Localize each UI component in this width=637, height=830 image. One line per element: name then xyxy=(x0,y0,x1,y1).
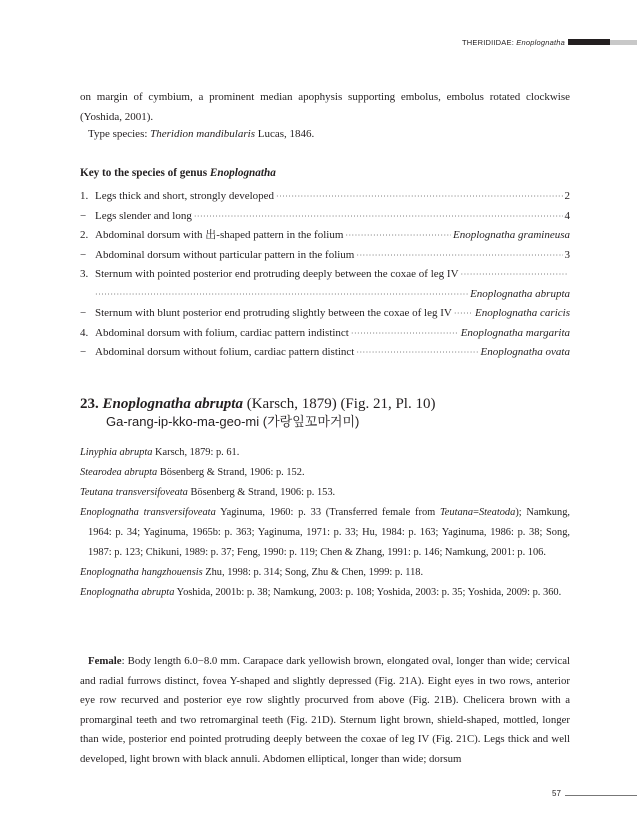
female-text: : Body length 6.0−8.0 mm. Carapace dark yellowish brown, elongated oval, longer than wide; cervical and radial furrows distinct, fovea Y-shaped and slightly depressed (Fig. 21A). Eight eyes in two rows, anterior eye row recurved and posterior eye row slightly procurved from above (Fig. 21B). Chelicera brown with a promarginal teeth and two retromarginal teeth (Fig. 21D). Sternum light brown, shield-shaped, mottled, longer than wide, posterior end pointed protruding deeply between the coxae of leg IV (Fig. 21C). Legs thick and well developed, light brown with black annuli. Abdomen elliptical, longer than wide; dorsum xyxy=(80,655,570,765)
running-header-genus: Enoplognatha xyxy=(516,38,565,47)
species-author: (Karsch, 1879) (Fig. 21, Pl. 10) xyxy=(242,396,436,412)
key-row-text: Abdominal dorsum without folium, cardiac pattern distinct xyxy=(95,346,355,358)
leader-dots xyxy=(461,265,568,285)
synonym-entry xyxy=(80,443,570,463)
key-heading-genus: Enoplognatha xyxy=(209,167,276,179)
synonym-name: Stearodea abrupta xyxy=(80,467,158,478)
female-description xyxy=(80,652,570,769)
synonym-name: Enoplognatha transversifoveata xyxy=(80,507,216,518)
synonym-reference: Yaginuma, 1960: p. 33 (Transferred female from xyxy=(215,507,440,518)
synonym-reference: Yoshida, 2001b: p. 38; Namkung, 2003: p. 108; Yoshida, 2003: p. 35; Yoshida, 2009: p. 360. xyxy=(174,587,562,598)
species-heading xyxy=(80,394,435,414)
synonym-name: Teutana transversifoveata xyxy=(80,487,188,498)
key-row xyxy=(80,342,570,362)
key-row xyxy=(80,186,570,206)
synonym-entry xyxy=(80,463,570,483)
key-row-number: 4. xyxy=(80,326,89,339)
synonym-name: Enoplognatha hangzhouensis xyxy=(80,567,203,578)
vernacular-name: Ga-rang-ip-kko-ma-geo-mi (가랑잎꼬마거미) xyxy=(106,414,360,429)
key-row-number: 3. xyxy=(80,268,89,280)
synonym-reference: Bösenberg & Strand, 1906: p. 153. xyxy=(187,487,336,498)
type-species-author: Lucas, 1846. xyxy=(254,128,315,140)
key-row-number: − xyxy=(80,248,87,261)
synonym-entry xyxy=(80,583,570,603)
key-row-text: Sternum with blunt posterior end protruding slightly between the coxae of leg IV xyxy=(95,307,452,319)
running-header xyxy=(0,37,637,49)
leader-dots xyxy=(356,343,478,363)
key-row-target: Enoplognatha gramineusa xyxy=(452,229,570,241)
synonym-list xyxy=(80,443,570,603)
intro-paragraph: on margin of cymbium, a prominent median apophysis supporting embolus, embolus rotated clockwise (Yoshida, 2001). xyxy=(80,91,570,123)
synonym-reference-continued: ); Namkung, 1964: p. 34; Yaginuma, 1965b: p. 363; Yaginuma, 1971: p. 33; Hu, 1984: p. 163; Yaginuma, 1986: p. 38; Song, 1987: p. 123; Chikuni, 1989: p. 37; Feng, 1990: p. 119; Chen & Zhang, 1991: p. 146; Namkung, 2001: p. 106. xyxy=(88,507,570,558)
key-row-number: − xyxy=(80,209,87,222)
leader-dots xyxy=(356,246,562,266)
header-bar-light xyxy=(610,40,637,45)
key-row xyxy=(80,225,570,245)
key-row xyxy=(80,245,570,265)
type-species-name: Theridion mandibularis xyxy=(150,128,255,140)
type-species xyxy=(88,124,314,144)
species-key xyxy=(80,186,570,362)
key-row-target: Enoplognatha abrupta xyxy=(470,287,570,300)
key-row-text: Sternum with pointed posterior end protruding deeply between the coxae of leg IV xyxy=(95,268,459,280)
synonym-reference: Karsch, 1879: p. 61. xyxy=(152,447,240,458)
running-header-text xyxy=(462,37,565,49)
key-row-target: Enoplognatha ovata xyxy=(480,346,570,358)
species-name: Enoplognatha abrupta xyxy=(102,396,243,412)
key-row xyxy=(80,264,570,284)
synonym-reference: Zhu, 1998: p. 314; Song, Zhu & Chen, 1999: p. 118. xyxy=(202,567,424,578)
key-row xyxy=(80,323,570,343)
header-bar-dark xyxy=(568,39,610,45)
synonym-equals: = xyxy=(473,507,479,518)
key-row-target: 3 xyxy=(564,248,570,261)
key-row-continuation xyxy=(80,284,570,304)
leader-dots xyxy=(351,324,459,344)
key-row-number: 1. xyxy=(80,190,89,202)
page-number: 57 xyxy=(552,789,561,798)
synonym-entry xyxy=(80,483,570,503)
key-row-text: Legs slender and long xyxy=(95,209,192,222)
leader-dots xyxy=(454,304,473,324)
key-row-target: 4 xyxy=(564,209,570,222)
key-heading-prefix: Key to the species of genus xyxy=(80,167,210,179)
species-number: 23. xyxy=(80,396,99,412)
synonym-entry xyxy=(80,563,570,583)
key-row xyxy=(80,206,570,226)
key-row-number: − xyxy=(80,307,87,319)
key-row-text: Abdominal dorsum with 出-shaped pattern in the folium xyxy=(95,229,344,241)
leader-dots xyxy=(194,207,563,227)
key-row xyxy=(80,303,570,323)
female-label: Female xyxy=(88,655,122,667)
key-row-target: 2 xyxy=(564,190,570,202)
key-row-text: Legs thick and short, strongly developed xyxy=(95,190,275,202)
type-species-label: Type species: xyxy=(88,128,151,140)
synonym-name: Linyphia abrupta xyxy=(80,447,153,458)
key-row-text: Abdominal dorsum with folium, cardiac pattern indistinct xyxy=(95,326,349,339)
leader-dots xyxy=(95,285,468,305)
leader-dots xyxy=(276,187,562,207)
key-row-target: Enoplognatha margarita xyxy=(460,326,570,339)
leader-dots xyxy=(345,226,451,246)
key-heading xyxy=(80,163,276,183)
synonym-genus-from: Teutana xyxy=(439,507,474,518)
synonym-reference: Bösenberg & Strand, 1906: p. 152. xyxy=(157,467,305,478)
footer-rule xyxy=(565,795,637,796)
synonym-genus-to: Steatoda xyxy=(478,507,516,518)
key-row-number: 2. xyxy=(80,229,89,241)
synonym-entry xyxy=(80,503,570,563)
key-row-target: Enoplognatha caricis xyxy=(474,307,570,319)
synonym-name: Enoplognatha abrupta xyxy=(80,587,175,598)
key-row-number: − xyxy=(80,346,87,358)
running-header-family: THERIDIIDAE: xyxy=(462,38,514,47)
key-row-text: Abdominal dorsum without particular pattern in the folium xyxy=(95,248,355,261)
